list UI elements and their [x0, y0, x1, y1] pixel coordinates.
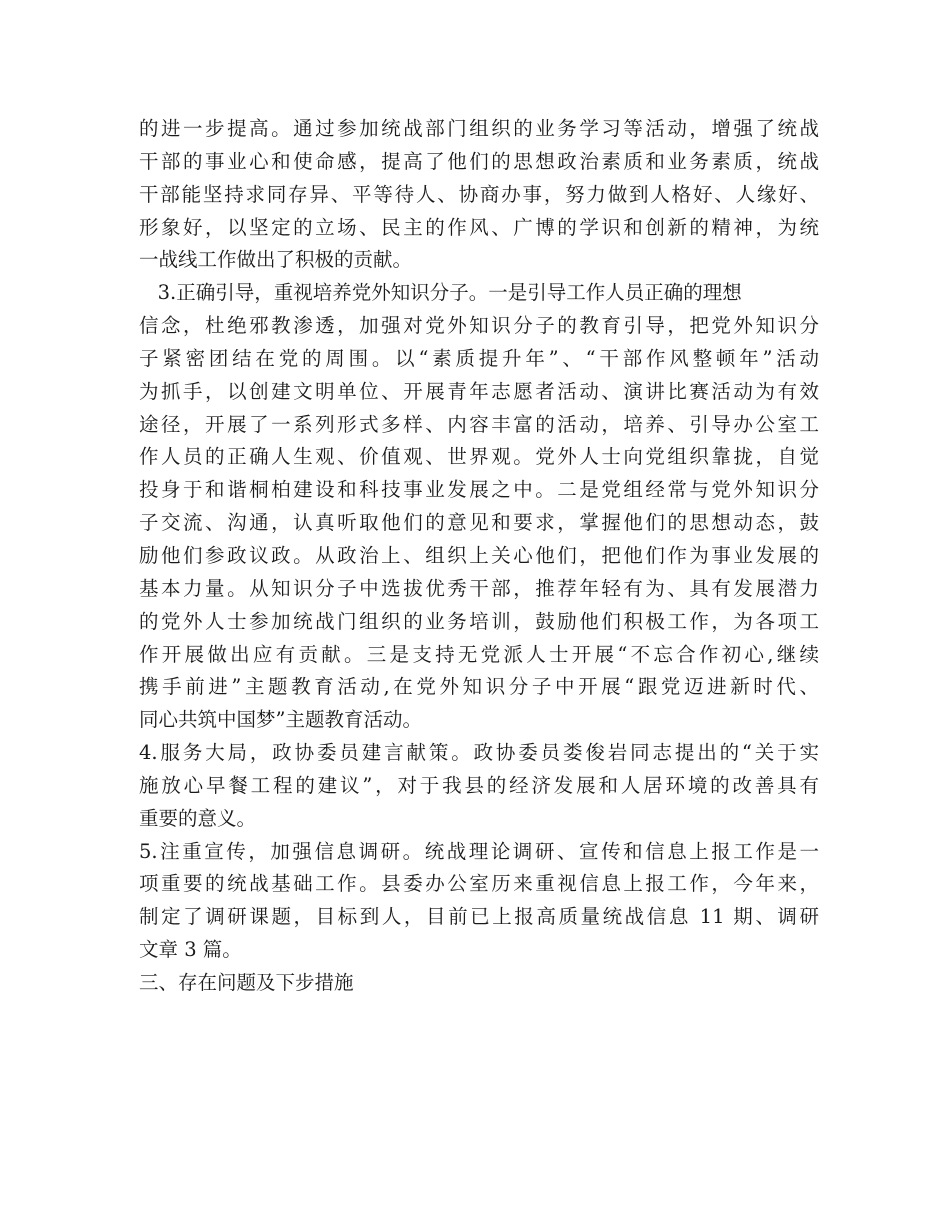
text-line: 子紧密团结在党的周围。以“素质提升年”、“干部作风整顿年”活动: [139, 346, 819, 370]
text-line: 子交流、沟通，认真听取他们的意见和要求，掌握他们的思想动态，鼓: [139, 511, 819, 535]
text-line: 施放心早餐工程的建议”，对于我县的经济发展和人居环境的改善具有: [139, 773, 819, 797]
text-line: 同心共筑中国梦”主题教育活动。: [139, 708, 422, 732]
text-line: 3.正确引导，重视培养党外知识分子。一是引导工作人员正确的理想: [139, 281, 742, 305]
text-line: 三、存在问题及下步措施: [139, 970, 354, 994]
text-line: 形象好，以坚定的立场、民主的作风、广博的学识和创新的精神，为统: [139, 215, 819, 239]
text-line: 干部的事业心和使命感，提高了他们的思想政治素质和业务素质，统战: [139, 149, 819, 173]
text-line: 作开展做出应有贡献。三是支持无党派人士开展“不忘合作初心,继续: [139, 642, 819, 666]
text-line: 的进一步提高。通过参加统战部门组织的业务学习等活动，增强了统战: [139, 117, 819, 140]
text-line: 基本力量。从知识分子中选拔优秀干部，推荐年轻有为、具有发展潜力: [139, 576, 819, 600]
text-line: 信念，杜绝邪教渗透，加强对党外知识分子的教育引导，把党外知识分: [139, 314, 819, 338]
text-line: 干部能坚持求同存异、平等待人、协商办事，努力做到人格好、人缘好、: [139, 182, 819, 206]
text-line: 励他们参政议政。从政治上、组织上关心他们，把他们作为事业发展的: [139, 543, 819, 567]
text-line: 的党外人士参加统战门组织的业务培训，鼓励他们积极工作，为各项工: [139, 609, 819, 633]
text-line: 一战线工作做出了积极的贡献。: [139, 248, 413, 272]
text-line: 投身于和谐桐柏建设和科技事业发展之中。二是党组经常与党外知识分: [139, 478, 819, 502]
text-line: 制定了调研课题，目标到人，目前已上报高质量统战信息 11 期、调研: [139, 905, 819, 929]
text-line: 项重要的统战基础工作。县委办公室历来重视信息上报工作，今年来，: [139, 872, 819, 896]
text-line: 途径，开展了一系列形式多样、内容丰富的活动，培养、引导办公室工: [139, 412, 819, 436]
text-line: 重要的意义。: [139, 806, 257, 830]
text-line: 4.服务大局，政协委员建言献策。政协委员娄俊岩同志提出的“关于实: [139, 741, 819, 765]
text-line: 5.注重宣传，加强信息调研。统战理论调研、宣传和信息上报工作是一: [139, 839, 819, 863]
document-body: [139, 113, 819, 1000]
text-line: 为抓手，以创建文明单位、开展青年志愿者活动、演讲比赛活动为有效: [139, 379, 819, 403]
text-line: 作人员的正确人生观、价值观、世界观。党外人士向党组织靠拢，自觉: [139, 445, 819, 469]
text-line: 文章 3 篇。: [139, 938, 242, 962]
text-line: 携手前进”主题教育活动,在党外知识分子中开展“跟党迈进新时代、: [139, 675, 819, 699]
